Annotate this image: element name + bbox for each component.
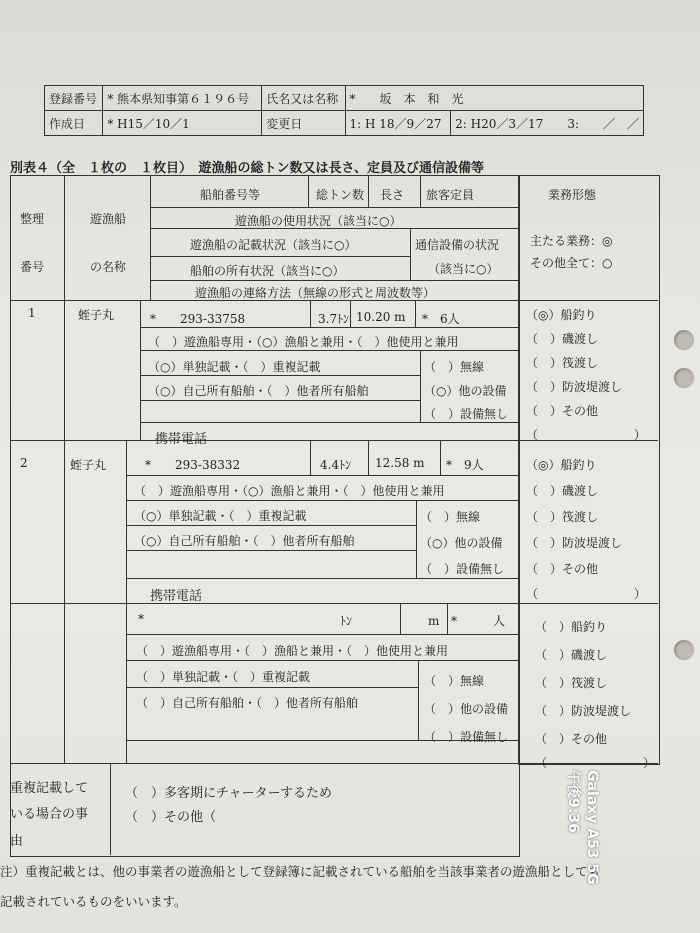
ship-3-length: m — [428, 614, 440, 628]
ship-2-record: （○）単独記載・（ ）重複記載 — [134, 509, 307, 523]
ship-2-biz-4: （ ）防波堤渡し — [526, 536, 623, 550]
ship-3-tonnage: ﾄﾝ — [340, 614, 353, 628]
ship-3-comm-2: （ ）他の設備 — [424, 702, 509, 716]
ship-1-biz-6: （ ） — [526, 428, 647, 442]
header-record: 遊漁船の記載状況（該当に○） — [190, 238, 357, 252]
note-line-1: 注）重複記載とは、他の事業者の遊漁船として登録簿に記載されている船舶を当該事業者の遊漁船としても — [0, 864, 601, 879]
change-3: 3: ／ ／ — [567, 116, 639, 131]
ship-1-comm-3: （ ）設備無し — [424, 407, 509, 421]
header-bango: 番号 — [20, 260, 45, 274]
ship-2-comm-1: （ ）無線 — [420, 510, 481, 524]
header-usage: 遊漁船の使用状況（該当に○） — [235, 214, 402, 228]
ship-2-biz-1: （◎）船釣り — [526, 458, 597, 472]
ship-3-biz-5: （ ）その他 — [535, 732, 608, 746]
ship-3-biz-1: （ ）船釣り — [535, 620, 608, 634]
header-ship-no: 船舶番号等 — [200, 188, 261, 202]
ship-3-usage: （ ）遊漁船専用・（ ）漁船と兼用・（ ）他使用と兼用 — [136, 644, 449, 658]
watermark-device: Galaxy A53 5G — [584, 770, 600, 885]
ship-2-biz-3: （ ）筏渡し — [526, 510, 599, 524]
change-1: 1: H 18／9／27 — [345, 111, 451, 136]
duplicate-label-1: 重複記載して — [10, 781, 89, 796]
reg-label: 登録番号 — [45, 86, 103, 111]
ship-2-ship-no: * 293-38332 — [145, 458, 241, 472]
ship-2-comm-3: （ ）設備無し — [420, 562, 505, 576]
ship-2-name: 蛭子丸 — [70, 458, 107, 472]
ship-2-number: 2 — [20, 456, 28, 470]
ship-2-tonnage: 4.4ﾄﾝ — [320, 458, 352, 472]
ship-1-usage: （ ）遊漁船専用・（○）漁船と兼用・（ ）他使用と兼用 — [148, 335, 459, 349]
duplicate-option-1: （ ）多客期にチャーターするため — [125, 786, 332, 801]
header-yugyosen: 遊漁船 — [90, 212, 127, 226]
header-length: 長さ — [380, 188, 405, 202]
ship-3-comm-3: （ ）設備無し — [424, 730, 509, 744]
ship-2-capacity: * 9人 — [446, 458, 484, 472]
watermark-time: 午後9:36 — [565, 770, 581, 833]
ship-2-comm-2: （○）他の設備 — [420, 536, 503, 550]
ship-3-biz-2: （ ）磯渡し — [535, 648, 608, 662]
ship-1-owner: （○）自己所有船舶・（ ）他者所有船舶 — [148, 384, 369, 398]
ship-3-biz-4: （ ）防波堤渡し — [535, 704, 632, 718]
header-business: 業務形態 — [548, 188, 597, 202]
ship-2-phone: 携帯電話 — [150, 589, 203, 604]
ship-1-biz-2: （ ）磯渡し — [526, 332, 599, 346]
ship-1-tonnage: 3.7ﾄﾝ — [318, 312, 350, 326]
header-capacity: 旅客定員 — [426, 188, 475, 202]
ship-3-record: （ ）単独記載・（ ）重複記載 — [136, 670, 311, 684]
ship-1-number: 1 — [28, 306, 36, 320]
ship-3-biz-3: （ ）筏渡し — [535, 676, 608, 690]
header-seiri: 整理 — [20, 212, 45, 226]
ship-1-biz-5: （ ）その他 — [526, 404, 599, 418]
ship-1-biz-3: （ ）筏渡し — [526, 356, 599, 370]
ship-1-comm-1: （ ）無線 — [424, 360, 485, 374]
ship-2-biz-2: （ ）磯渡し — [526, 484, 599, 498]
change-2: 2: H20／3／17 — [455, 116, 544, 131]
ship-2-owner: （○）自己所有船舶・（ ）他者所有船舶 — [134, 534, 355, 548]
ship-1-ship-no: * 293-33758 — [150, 312, 246, 326]
ship-2-length: 12.58 m — [375, 456, 425, 470]
ship-1-biz-4: （ ）防波堤渡し — [526, 380, 623, 394]
ship-2-biz-6: （ ） — [526, 587, 647, 601]
header-contact: 遊漁船の連絡方法（無線の形式と周波数等） — [195, 286, 436, 300]
ship-1-length: 10.20 m — [356, 310, 406, 324]
ship-3-owner: （ ）自己所有船舶・（ ）他者所有船舶 — [136, 696, 359, 710]
ship-1-name: 蛭子丸 — [78, 308, 115, 322]
ship-3-biz-6: （ ） — [535, 756, 656, 770]
ship-3-comm-1: （ ）無線 — [424, 674, 485, 688]
change-2-3 — [451, 111, 644, 136]
header-comm: 通信設備の状況 — [415, 238, 500, 252]
header-tonnage: 総トン数 — [316, 188, 365, 202]
ship-1-comm-2: （○）他の設備 — [424, 384, 507, 398]
header-main-business: 主たる業務：◎ — [530, 234, 613, 248]
punch-hole — [674, 640, 694, 660]
ship-2-biz-5: （ ）その他 — [526, 562, 599, 576]
reg-value: * 熊本県知事第６１９６号 — [103, 86, 262, 111]
punch-hole — [674, 368, 694, 388]
ship-3-ship-no: * — [138, 612, 144, 626]
ship-1-record: （○）単独記載・（ ）重複記載 — [148, 360, 321, 374]
ship-1-phone: 携帯電話 — [155, 432, 208, 447]
duplicate-label-2: いる場合の事 — [10, 807, 89, 822]
page-title: 別表４（全 １枚の １枚目） 遊漁船の総トン数又は長さ、定員及び通信設備等 — [10, 161, 484, 176]
ship-3-capacity: * 人 — [451, 614, 506, 628]
punch-hole — [674, 330, 694, 350]
ship-1-capacity: * 6人 — [422, 312, 460, 326]
note-line-2: 記載されているものをいいます。 — [0, 894, 187, 909]
changed-label: 変更日 — [262, 111, 345, 136]
header-owner: 船舶の所有状況（該当に○） — [190, 264, 345, 278]
created-value: * H15／10／1 — [103, 111, 262, 136]
header-no-meisho: の名称 — [90, 260, 127, 274]
ship-2-usage: （ ）遊漁船専用・（○）漁船と兼用・（ ）他使用と兼用 — [134, 484, 445, 498]
name-label: 氏名又は名称 — [262, 86, 345, 111]
duplicate-option-2: （ ）その他（ — [125, 810, 217, 825]
header-comm2: （該当に○） — [428, 262, 499, 276]
header-other-business: その他全て：○ — [530, 256, 613, 270]
created-label: 作成日 — [45, 111, 103, 136]
ship-1-biz-1: （◎）船釣り — [526, 308, 597, 322]
name-value: * 坂 本 和 光 — [345, 86, 643, 111]
header-table — [44, 85, 644, 136]
duplicate-label-3: 由 — [10, 834, 24, 849]
camera-watermark — [564, 770, 600, 885]
